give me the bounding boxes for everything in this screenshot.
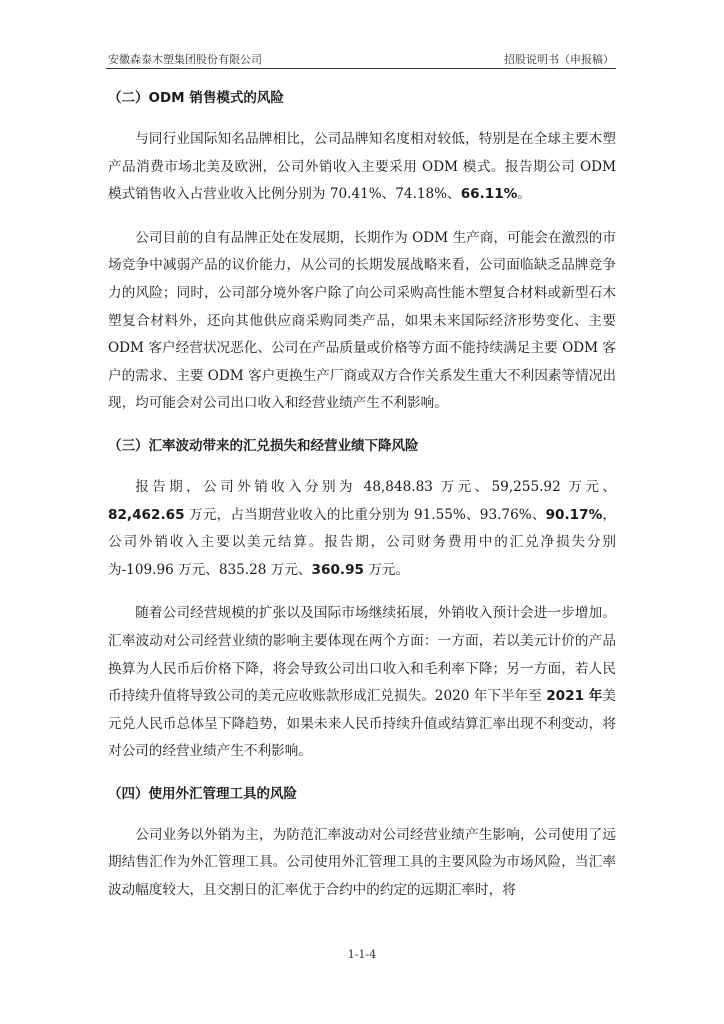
section-fx-risk [108,434,616,766]
section-odm-risk [108,86,616,418]
paragraph: 公司目前的自有品牌正处在发展期，长期作为 ODM 生产商，可能会在激烈的市场竞争中减弱产品的议价能力，从公司的长期发展战略来看，公司面临缺乏品牌竞争力的风险；同时，公司部分境外客户除了向公司采购高性能木塑复合材料或新型石木塑复合材料外，还向其他供应商采购同类产品，如果未来国际经济形势变化、主要 ODM 客户经营状况恶化、公司在产品质量或价格等方面不能持续满足主要 ODM 客户的需求、主要 ODM 客户更换生产厂商或双方合作关系发生重大不利因素等情况出现，均可能会对公司出口收入和经营业绩产生不利影响。 [108,229,616,412]
bold-figure: 2021 年 [546,688,603,705]
header-company: 安徽森泰木塑集团股份有限公司 [108,53,262,66]
page-number: 1-1-4 [347,948,377,961]
section-title: （三）汇率波动带来的汇兑损失和经营业绩下降风险 [108,437,419,454]
bold-figure: 90.17% [545,506,603,523]
header-doc-type: 招股说明书（申报稿） [504,53,614,66]
bold-figure: 82,462.65 [108,506,185,523]
section-fx-tools-risk [108,782,616,905]
section-title: （四）使用外汇管理工具的风险 [108,785,297,802]
page-body [108,86,616,921]
page-header [106,50,616,69]
bold-figure: 360.95 [311,561,364,578]
bold-figure: 66.11% [460,186,518,203]
paragraph: 报告期，公司外销收入分别为 48,848.83 万元、59,255.92 万元、82,462.65 万元，占当期营业收入的比重分别为 91.55%、93.76%、90.17%，公司外销收入主要以美元结算。报告期，公司财务费用中的汇兑净损失分别为-109.96 万元、835.28 万元、360.95 万元。 [108,478,616,578]
section-title: （二）ODM 销售模式的风险 [108,90,284,106]
paragraph: 公司业务以外销为主，为防范汇率波动对公司经营业绩产生影响，公司使用了远期结售汇作为外汇管理工具。公司使用外汇管理工具的主要风险为市场风险，当汇率波动幅度较大，且交割日的汇率优于合约中的约定的远期汇率时，将 [108,826,616,899]
paragraph: 与同行业国际知名品牌相比，公司品牌知名度相对较低，特别是在全球主要木塑产品消费市场北美及欧洲，公司外销收入主要采用 ODM 模式。报告期公司 ODM 模式销售收入占营业收入比例分别为 70.41%、74.18%、66.11%。 [108,131,616,203]
paragraph: 随着公司经营规模的扩张以及国际市场继续拓展，外销收入预计会进一步增加。汇率波动对公司经营业绩的影响主要体现在两个方面：一方面，若以美元计价的产品换算为人民币后价格下降，将会导致公司出口收入和毛利率下降；另一方面，若人民币持续升值将导致公司的美元应收账款形成汇兑损失。2020 年下半年至 2021 年美元兑人民币总体呈下降趋势，如果未来人民币持续升值或结算汇率出现不利变动，将对公司的经营业绩产生不利影响。 [108,605,616,760]
